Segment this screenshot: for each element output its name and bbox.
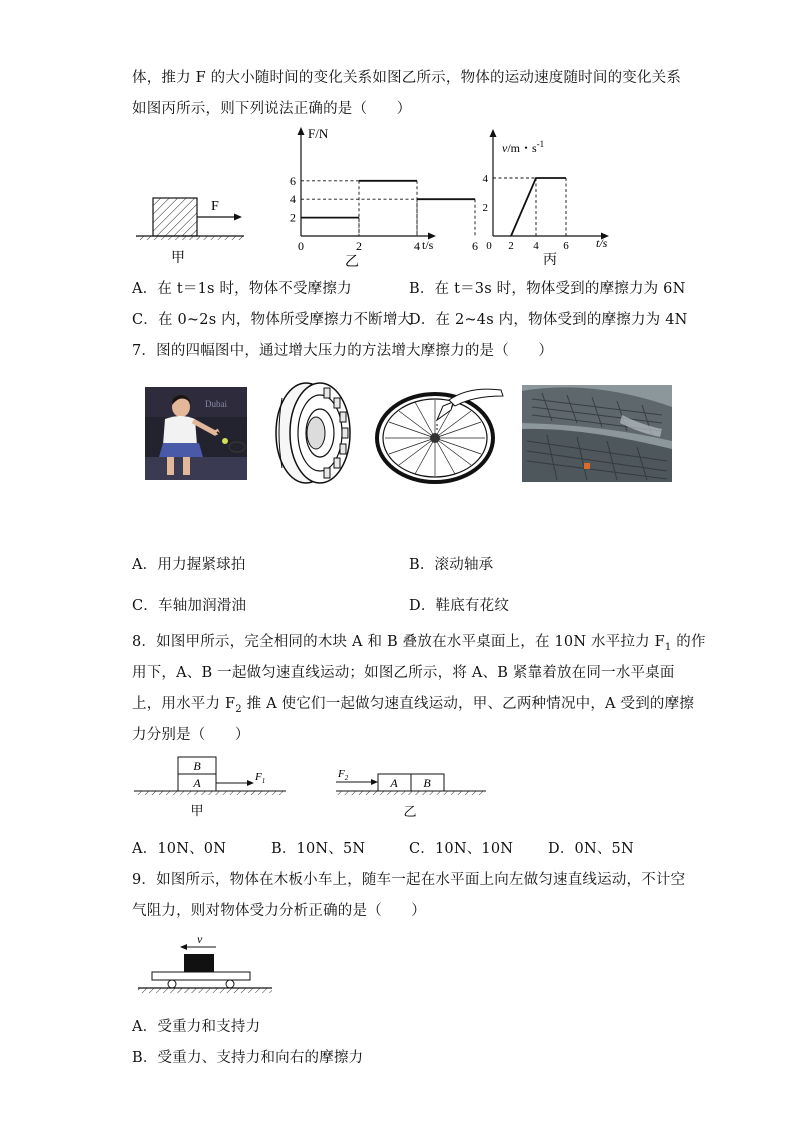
tennis-player-image: [145, 387, 247, 480]
q6-option-d[interactable]: D．在 2~4s 内，物体受到的摩擦力为 4N: [409, 312, 688, 328]
rolling-bearing-image: [268, 378, 358, 488]
q6-option-c[interactable]: C．在 0~2s 内，物体所受摩擦力不断增大: [132, 312, 413, 328]
caption-bing: 丙: [543, 253, 557, 268]
q8-option-b[interactable]: B．10N、5N: [271, 841, 366, 857]
q6-option-b[interactable]: B．在 t＝3s 时，物体受到的摩擦力为 6N: [409, 281, 686, 297]
x-tick-label: 2: [508, 240, 514, 252]
q8-option-a[interactable]: A．10N、0N: [132, 841, 227, 857]
x-tick-label: 6: [472, 239, 478, 253]
x-tick-label: 4: [533, 240, 539, 252]
y-tick-label: 2: [290, 210, 296, 225]
velocity-label: v: [197, 932, 203, 946]
object-block: [184, 954, 214, 972]
q8-option-d[interactable]: D．0N、5N: [548, 841, 634, 857]
svg-text:F2: $F_2$: [338, 768, 349, 782]
x-tick-label: 4: [414, 239, 420, 253]
q6-figure-bing: [475, 126, 645, 268]
svg-text:Dubai: Dubai: [205, 399, 227, 409]
q7-option-b[interactable]: B．滚动轴承: [409, 557, 494, 573]
q6-option-a[interactable]: A．在 t＝1s 时，物体不受摩擦力: [132, 281, 352, 297]
q6-stem-line2: 如图丙所示，则下列说法正确的是（ ）: [132, 101, 412, 117]
x-tick-label: 2: [356, 239, 362, 253]
v-series-line: [511, 178, 566, 236]
svg-text:B: B: [423, 776, 431, 790]
svg-text:A: A: [193, 776, 201, 790]
q7-option-a[interactable]: A．用力握紧球拍: [132, 557, 246, 573]
force-label: F: [211, 199, 219, 214]
y-tick-label: 4: [290, 192, 296, 207]
q8-stem-line2: 用下，A、B 一起做匀速直线运动；如图乙所示，将 A、B 紧靠着放在同一水平桌面: [132, 665, 675, 681]
x-tick-label: 0: [298, 239, 304, 253]
q9-stem-line1: 9．如图所示，物体在木板小车上，随车一起在水平面上向左做匀速直线运动，不计空: [132, 872, 686, 888]
caption-jia: 甲: [171, 251, 185, 266]
ground-hatch: [136, 236, 244, 240]
q8-figure-jia: [130, 753, 290, 823]
q8-stem-line4: 力分别是（ ）: [132, 727, 250, 743]
wheel-left: [168, 980, 176, 988]
caption-yi: 乙: [345, 255, 359, 270]
xlabel: t/s: [422, 238, 434, 252]
q8-stem-line1: 8．如图甲所示，完全相同的木块 A 和 B 叠放在水平桌面上，在 10N 水平拉力 $F_1$ 的作: [132, 634, 706, 653]
q9-option-a[interactable]: A．受重力和支持力: [132, 1019, 261, 1035]
shoe-sole-image: [522, 385, 672, 482]
y-tick-label: 4: [482, 173, 488, 185]
caption-yi: 乙: [403, 804, 417, 819]
q7-option-c[interactable]: C．车轴加润滑油: [132, 598, 247, 614]
q7-stem: 7．图的四幅图中，通过增大压力的方法增大摩擦力的是（ ）: [132, 343, 554, 359]
svg-text:B: B: [193, 759, 201, 773]
q6-stem-line1: 体，推力 F 的大小随时间的变化关系如图乙所示，物体的运动速度随时间的变化关系: [132, 70, 682, 86]
q6-figure-jia: [130, 186, 250, 266]
q6-figure-yi: [280, 124, 478, 270]
y-tick-label: 6: [290, 173, 296, 188]
wheel-right: [226, 980, 234, 988]
x-tick-label: 0: [486, 240, 492, 252]
q9-figure-cart: [134, 930, 279, 1002]
q9-stem-line2: 气阻力，则对物体受力分析正确的是（ ）: [132, 903, 426, 919]
y-tick-label: 2: [482, 202, 488, 214]
ylabel: v/m・$s^{-1}$: [502, 139, 545, 155]
svg-text:F1: $F_1$: [255, 771, 266, 785]
q7-option-d[interactable]: D．鞋底有花纹: [409, 598, 510, 614]
q8-option-c[interactable]: C．10N、10N: [409, 841, 514, 857]
cart-board: [152, 972, 250, 980]
svg-text:A: A: [390, 776, 398, 790]
caption-jia: 甲: [190, 803, 204, 818]
ylabel: F/N: [308, 126, 329, 141]
q8-figure-yi: [332, 765, 492, 825]
q8-stem-line3: 上，用水平力 $F_2$ 推 A 使它们一起做匀速直线运动，甲、乙两种情况中，A 受到的摩擦: [132, 696, 695, 715]
wheel-lubrication-image: [373, 380, 508, 486]
hatched-block: [153, 198, 197, 236]
q9-option-b[interactable]: B．受重力、支持力和向右的摩擦力: [132, 1050, 364, 1066]
x-tick-label: 6: [563, 240, 569, 252]
xlabel: t/s: [596, 236, 608, 250]
